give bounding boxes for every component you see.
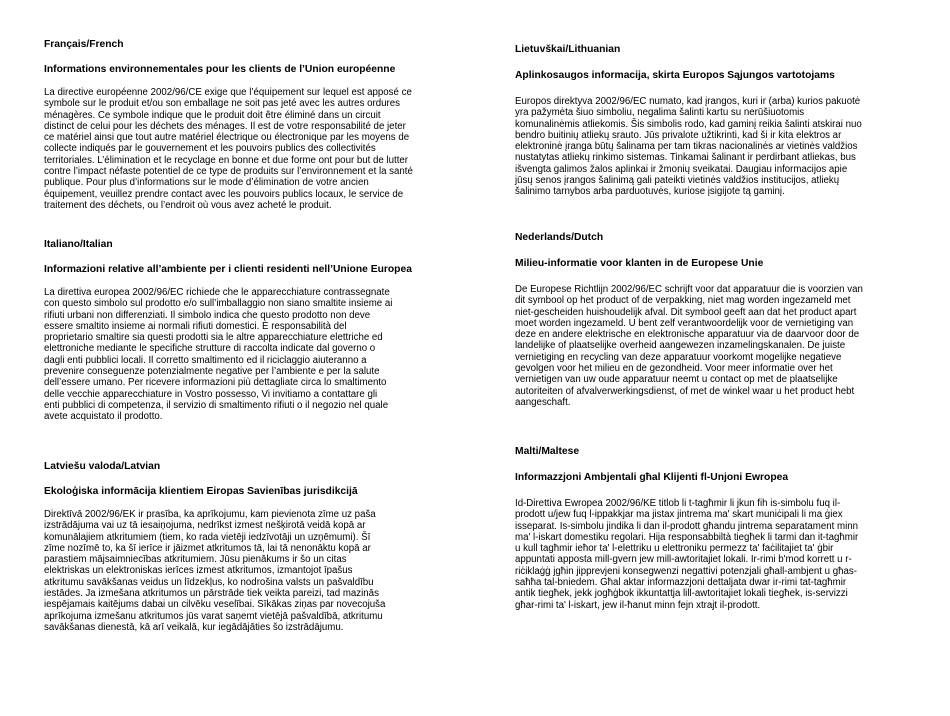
body-line: antik tiegħek, jekk jogħġbok ikkuntattja lill-awtoritajiet lokali tiegħek, is-servizzi — [515, 588, 848, 600]
body-line: landelijke of plaatselijke overheid aangewezen inzamelingskanalen. De juiste — [515, 340, 846, 352]
body-line: vernietigen van uw oude apparatuur neemt u contact op met de plaatselijke — [515, 374, 838, 386]
section-language-heading: Français/French — [44, 39, 124, 50]
body-line: autoriteiten of afvalverwerkingsdienst, of met de winkel waar u het product hebt — [515, 385, 855, 397]
section-language-heading: Italiano/Italian — [44, 239, 113, 250]
body-line: deze en andere elektrische en elektronische apparatuur via de daarvoor door de — [515, 329, 860, 341]
body-line: symbole sur le produit et/ou son emballage ne soit pas jeté avec les autres ordures — [44, 98, 400, 110]
section-body — [515, 498, 923, 611]
body-line: savākšanas dienestā, kā arī veikalā, kur iegādājāties šo izstrādājumu. — [44, 621, 344, 633]
section-language-heading: Malti/Maltese — [515, 446, 580, 457]
section-language-heading: Lietuvškai/Lithuanian — [515, 44, 621, 55]
body-line: Id-Direttiva Ewropea 2002/96/KE titlob li t-tagħmir li jkun fih is-simbolu fuq il- — [515, 498, 841, 509]
body-line: contre l’impact néfaste potentiel de ce type de produits sur l’environnement et la santé — [44, 166, 413, 178]
body-line: niet-gescheiden huishoudelijk afval. Dit symbool geeft aan dat het product apart — [515, 306, 857, 318]
body-line: bendro buitinių atliekų srauto. Jūs privalote užtikrinti, kad ši ir kita elektros ar — [515, 129, 842, 141]
body-line: Direktīvā 2002/96/EK ir prasība, ka aprīkojumu, kam pievienota zīme uz paša — [44, 509, 376, 520]
body-line: išvengta galimos žalos aplinkai ir žmonių sveikatai. Daugiau informacijos apie — [515, 163, 848, 175]
body-line: għar-rimi ta' l-iskart, jew il-ħanut minn fejn xtrajt il-prodott. — [515, 599, 761, 611]
body-line: šalinimo tarnybos arba parduotuvės, kuriose įsigijote tą gaminį. — [515, 186, 785, 198]
body-line: yra pažymėta šiuo simboliu, negalima šalinti kartu su nerūšiuotomis — [515, 107, 805, 119]
body-line: rifiuti urbani non differenziati. Il simbolo indica che questo prodotto non deve — [44, 309, 371, 321]
body-line: avete acquistato il prodotto. — [44, 411, 163, 423]
body-line: distinct de celui pour les déchets des ménages. Il est de votre responsabilité de jeter — [44, 120, 406, 132]
section-title: Ekoloģiska informācija klientiem Eiropas Savienības jurisdikcijā — [44, 486, 358, 497]
section-language-heading: Nederlands/Dutch — [515, 232, 604, 243]
body-line: aangeschaft. — [515, 396, 571, 408]
body-line: La directive européenne 2002/96/CE exige que l’équipement sur lequel est apposé ce — [44, 87, 412, 98]
body-line: atkritumu savākšanas veidus un līdzekļus, ko nodrošina valsts un pašvaldību — [44, 576, 374, 588]
section-title: Informations environnementales pour les clients de l’Union européenne — [44, 64, 396, 75]
section-italian — [44, 238, 459, 423]
section-maltese — [515, 445, 923, 611]
body-line: prodott u/jew fuq l-ippakkjar ma jistax jintrema ma' skart muniċipali li ma ġiex — [515, 509, 843, 521]
body-line: De Europese Richtlijn 2002/96/EC schrijft voor dat apparatuur die is voorzien van — [515, 284, 863, 295]
body-line: gevolgen voor het milieu en de gezondheid. Voor meer informatie over het — [515, 363, 833, 375]
section-title: Milieu-informatie voor klanten in de Europese Unie — [515, 258, 764, 269]
body-line: parastiem mājsaimniecības atkritumiem. Jūsu pienākums ir šo un citas — [44, 554, 347, 566]
body-line: territoriales. L’élimination et le recyclage en bonne et due forme ont pour but de lutter — [44, 154, 409, 166]
body-line: jūsų senos įrangos šalinimą gali pateikti vietinės valdžios institucijos, atliekų — [515, 175, 840, 187]
body-line: riċiklaġġ jgħin jipprevjeni konsegwenzi negattivi potenzjali għall-ambjent u għas- — [515, 565, 857, 577]
body-line: dell’essere umano. Per ricevere informazioni più dettagliate circa lo smaltimento — [44, 377, 387, 389]
body-line: komunalinėmis atliekomis. Šis simbolis rodo, kad gaminį reikia šalinti atskirai nuo — [515, 118, 862, 130]
body-line: proprietario smaltire sia questi prodotti sia le altre apparecchiature elettriche ed — [44, 332, 383, 344]
section-lithuanian — [515, 43, 923, 198]
body-line: nustatytas atliekų rinkimo sistemas. Tinkamai šalinant ir perdirbant atliekas, bus — [515, 152, 856, 164]
body-line: La direttiva europea 2002/96/EC richiede che le apparecchiature contrassegnate — [44, 287, 390, 298]
body-line: saħħa tal-bniedem. Għal aktar informazzjoni dettaljata dwar ir-rimi tat-tagħmir — [515, 577, 847, 589]
body-line: elektriskas un elektroniskas ierīces izmest atkritumos, izmantojot īpašus — [44, 565, 353, 577]
body-line: dit symbool op het product of de verpakking, niet mag worden ingezameld met — [515, 295, 851, 307]
section-body — [515, 96, 923, 198]
body-line: izstrādājuma vai uz tā iesaiņojuma, nedrīkst izmest nešķirotā veidā kopā ar — [44, 520, 366, 532]
section-body — [44, 509, 459, 633]
section-title: Informazzjoni Ambjentali għal Klijenti fl-Unjoni Ewropea — [515, 472, 789, 483]
section-title: Informazioni relative all’ambiente per i clienti residenti nell’Unione Europea — [44, 264, 412, 275]
body-line: ménagères. Ce symbole indique que le produit doit être éliminé dans un circuit — [44, 109, 381, 121]
body-line: appuntati apposta mill-gvern jew mill-awtoritajiet lokali. Ir-rimi b'mod korrett u r- — [515, 554, 852, 566]
section-body — [515, 284, 923, 408]
body-line: zīme nozīmē to, ka šī ierīce ir jāizmet atkritumos tā, lai tā nenonāktu kopā ar — [44, 542, 371, 554]
body-line: traitement des déchets, ou l’endroit où vous avez acheté le produit. — [44, 199, 332, 211]
body-line: aprīkojuma izmešanu atkritumos jūs varat saņemt vietējā pašvaldībā, atkritumu — [44, 610, 383, 622]
body-line: delle vecchie apparecchiature in Vostro possesso, Vi invitiamo a contattare gli — [44, 388, 378, 400]
section-language-heading: Latviešu valoda/Latvian — [44, 461, 161, 472]
body-line: prevenire conseguenze potenzialmente negative per l’ambiente e per la salute — [44, 366, 380, 378]
body-line: con questo simbolo sul prodotto e/o sull’imballaggio non siano smaltite insieme ai — [44, 298, 393, 310]
body-line: u kull tagħmir ieħor ta' l-elettriku u elettroniku permezz ta' faċilitajiet ta' ġbir — [515, 543, 834, 555]
section-french — [44, 38, 459, 211]
section-dutch — [515, 231, 923, 408]
body-line: moet worden ingezameld. U bent zelf verantwoordelijk voor de vernietiging van — [515, 317, 854, 329]
body-line: elettroniche mediante le specifiche strutture di raccolta indicate dal governo o — [44, 343, 376, 355]
body-line: ce matériel ainsi que tout autre matériel électrique ou électronique par les moyens de — [44, 132, 410, 144]
body-line: publique. Pour plus d’informations sur le mode d’élimination de votre ancien — [44, 177, 369, 189]
body-line: isseparat. Is-simbolu jindika li dan il-prodott għandu jintrema separatament minn — [515, 520, 859, 532]
body-line: komunālajiem atkritumiem (tiem, ko rada vietēji iedzīvotāji un uzņēmumi). Šī — [44, 531, 371, 543]
body-line: Europos direktyva 2002/96/EC numato, kad įrangos, kuri ir (arba) kurios pakuotė — [515, 96, 861, 107]
body-line: elektroninė įranga būtų šalinama per tam tikras nacionalinės ar vietinės valdžios — [515, 141, 858, 153]
section-latvian — [44, 460, 459, 633]
body-line: iestādes. Ja izmešana atkritumos un pārstrāde tiek veikta pareizi, tad mazinās — [44, 588, 379, 600]
section-body — [44, 287, 459, 423]
body-line: vernietiging en recycling van deze apparatuur voorkomt mogelijke negatieve — [515, 351, 842, 363]
body-line: équipement, veuillez prendre contact avec les pouvoirs publics locaux, le service de — [44, 188, 404, 200]
body-line: ma' l-iskart domestiku regolari. Hija responsabbiltà tiegħek li tarmi dan it-tagħmir — [515, 531, 859, 543]
section-title: Aplinkosaugos informacija, skirta Europos Sąjungos vartotojams — [515, 70, 835, 81]
body-line: essere smaltito insieme ai normali rifiuti domestici. È responsabilità del — [44, 320, 347, 332]
section-body — [44, 87, 459, 211]
body-line: dagli enti pubblici locali. Il corretto smaltimento ed il riciclaggio aiuteranno a — [44, 354, 367, 366]
body-line: collecte indiqués par le gouvernement et les pouvoirs publics des collectivités — [44, 143, 376, 155]
body-line: enti pubblici di competenza, il servizio di smaltimento rifiuti o il negozio nel quale — [44, 399, 389, 411]
body-line: iespējamais kaitējums dabai un cilvēku veselībai. Sīkākas ziņas par novecojuša — [44, 599, 386, 611]
